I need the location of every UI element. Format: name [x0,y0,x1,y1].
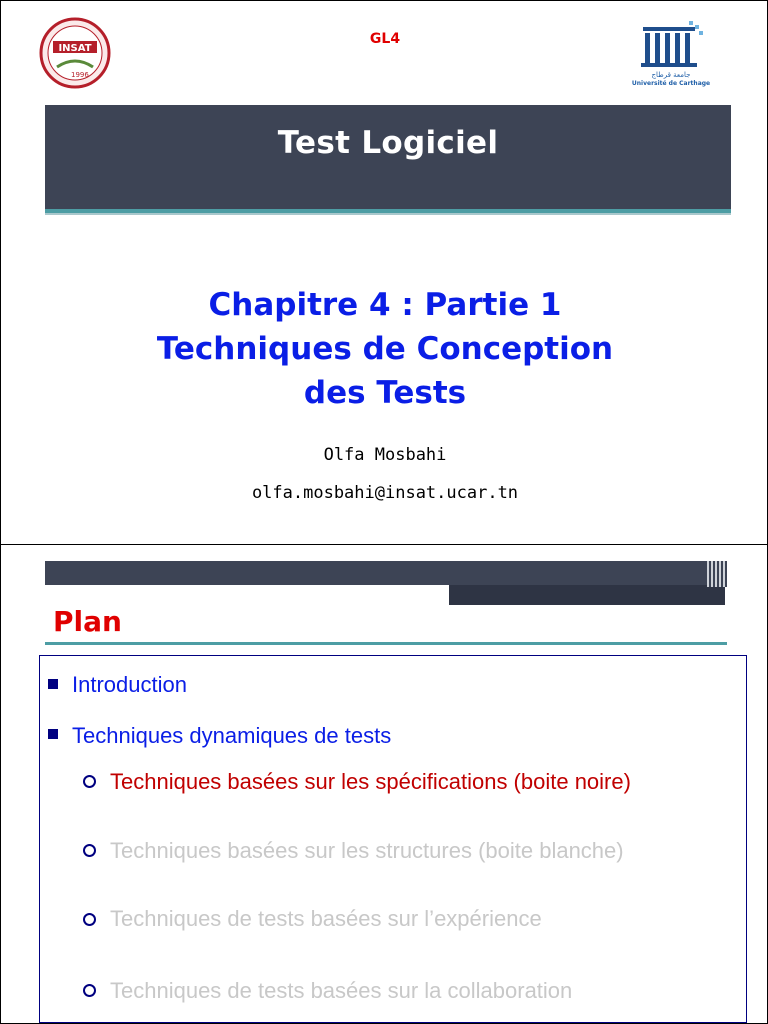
plan-subitem-experience: Techniques de tests basées sur l’expérience [110,906,542,931]
circle-bullet-icon [83,844,96,857]
logo-text-french: Université de Carthage [631,80,711,87]
circle-bullet-icon [83,913,96,926]
logo-text-arabic: جامعة قرطاج [651,71,691,79]
plan-subitem-boite-blanche: Techniques basées sur les structures (boite blanche) [110,838,624,863]
slide-title: Test Logiciel [277,125,499,161]
plan-subitem-boite-noire: Techniques basées sur les spécifications (boite noire) [110,769,631,794]
insat-logo-year: 1996 [71,71,89,79]
circle-bullet-icon [83,775,96,788]
title-band [45,105,731,209]
header-band [45,561,727,585]
plan-item-introduction: Introduction [72,672,187,697]
plan-content-box [39,655,747,1023]
universite-de-carthage-logo [631,19,711,89]
insat-logo [39,17,111,89]
divider [45,642,727,645]
plan-subitem-collaboration: Techniques de tests basées sur la collaboration [110,978,573,1003]
square-bullet-icon [48,729,58,739]
plan-heading: Plan [53,605,122,638]
course-code: GL4 [369,31,401,47]
square-bullet-icon [48,679,58,689]
plan-item-techniques-dynamiques: Techniques dynamiques de tests [72,723,392,748]
author-email: olfa.mosbahi@insat.ucar.tn [251,483,519,503]
chapter-line-1: Chapitre 4 : Partie 1 [208,287,562,323]
divider [45,213,731,215]
header-stripes [707,561,727,587]
chapter-line-2: Techniques de Conception [156,331,614,367]
plan-slide [0,544,768,1024]
chapter-line-3: des Tests [303,375,467,411]
header-band-accent [449,585,725,605]
author-name: Olfa Mosbahi [323,445,447,465]
circle-bullet-icon [83,984,96,997]
insat-logo-text: INSAT [58,43,92,54]
